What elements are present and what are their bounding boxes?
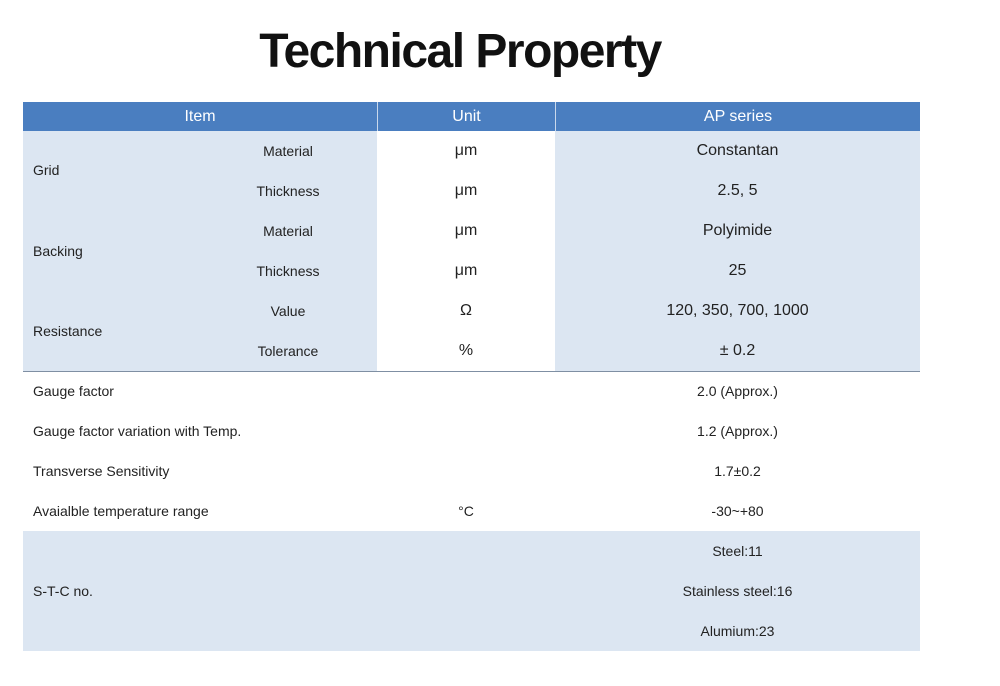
group-label: Grid xyxy=(33,162,60,178)
header-item: Item xyxy=(184,107,216,125)
value-cell: 120, 350, 700, 1000 xyxy=(666,302,809,319)
stc-value: Stainless steel:16 xyxy=(682,583,793,599)
row-label: Gauge factor variation with Temp. xyxy=(33,423,242,439)
unit-cell: Ω xyxy=(460,302,472,319)
unit-cell: μm xyxy=(454,142,478,159)
sub-label: Tolerance xyxy=(257,343,319,359)
value-cell: ± 0.2 xyxy=(719,342,756,359)
unit-cell: % xyxy=(458,342,474,359)
technical-property-table xyxy=(23,102,920,651)
value-cell: Constantan xyxy=(696,142,779,159)
unit-cell: μm xyxy=(454,182,478,199)
table-row xyxy=(23,451,920,491)
stc-label: S-T-C no. xyxy=(33,583,93,599)
value-cell: 2.5, 5 xyxy=(717,182,758,199)
unit-cell xyxy=(377,411,555,451)
row-label: Gauge factor xyxy=(33,383,114,399)
group-backing xyxy=(23,211,920,291)
stc-value: Alumium:23 xyxy=(700,623,775,639)
page-title: Technical Property xyxy=(259,25,661,78)
table-header-row xyxy=(23,102,920,131)
value-cell: 1.7±0.2 xyxy=(714,463,761,479)
value-cell: 25 xyxy=(728,262,747,279)
unit-cell: μm xyxy=(454,262,478,279)
sub-label: Thickness xyxy=(256,183,320,199)
value-cell: -30~+80 xyxy=(711,503,764,519)
unit-cell: μm xyxy=(454,222,478,239)
row-label: Transverse Sensitivity xyxy=(33,463,170,479)
row-label: Avaialble temperature range xyxy=(33,503,209,519)
unit-cell: °C xyxy=(458,503,474,519)
value-cell: Polyimide xyxy=(702,222,773,239)
sub-label: Material xyxy=(263,223,313,239)
sub-label: Thickness xyxy=(256,263,320,279)
stc-block xyxy=(23,531,920,651)
sub-label: Material xyxy=(263,143,313,159)
group-label: Resistance xyxy=(33,323,103,339)
table-row xyxy=(23,491,920,531)
group-grid xyxy=(23,131,920,211)
header-ap-series: AP series xyxy=(555,102,920,131)
stc-value: Steel:11 xyxy=(712,543,763,559)
table-row xyxy=(23,371,920,411)
value-cell: 1.2 (Approx.) xyxy=(697,423,778,439)
unit-cell xyxy=(377,451,555,491)
value-cell: 2.0 (Approx.) xyxy=(697,383,778,399)
table-row xyxy=(23,411,920,451)
unit-cell xyxy=(377,371,555,411)
sub-label: Value xyxy=(270,303,306,319)
group-label: Backing xyxy=(33,243,83,259)
header-unit: Unit xyxy=(377,102,555,131)
group-resistance xyxy=(23,291,920,371)
